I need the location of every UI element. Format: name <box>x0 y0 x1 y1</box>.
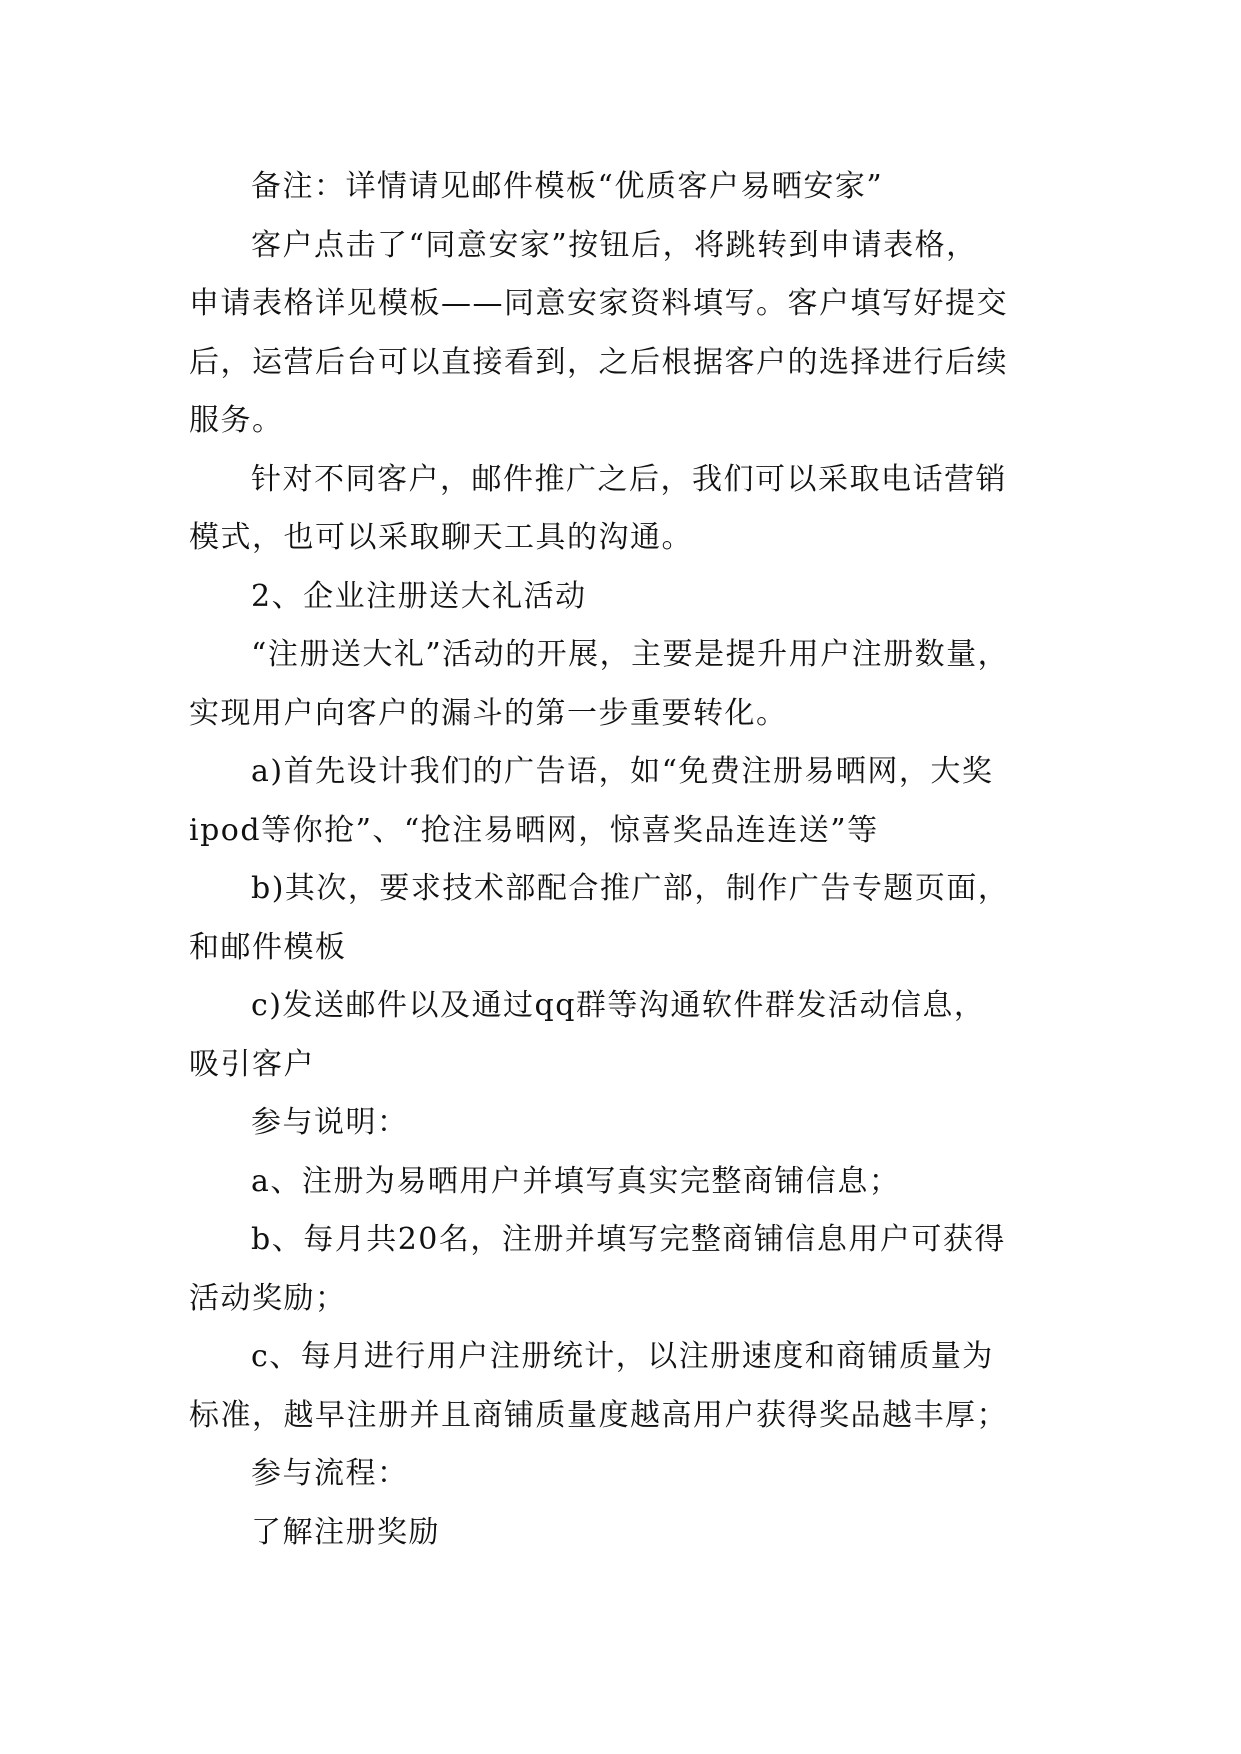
process-step-learn-rewards: 了解注册奖励 <box>251 1514 440 1550</box>
list-item-b-tech-dept: b)其次，要求技术部配合推广部，制作广告专题页面， 和邮件模板 <box>189 871 1010 965</box>
heading-participation-process: 参与流程： <box>251 1456 409 1491</box>
heading-participation-notes: 参与说明： <box>251 1105 409 1140</box>
paragraph-registration-gift-purpose: “注册送大礼”活动的开展，主要是提升用户注册数量， 实现用户向客户的漏斗的第一步重要转化。 <box>189 637 1010 731</box>
rule-item-c: c、每月进行用户注册统计，以注册速度和商铺质量为 标准，越早注册并且商铺质量度越高用户获得奖品越丰厚； <box>189 1339 1008 1433</box>
document-body <box>189 158 1069 1562</box>
paragraph-agree-button: 客户点击了“同意安家”按钮后，将跳转到申请表格， 申请表格详见模板——同意安家资料填写。客户填写好提交 后，运营后台可以直接看到，之后根据客户的选择进行后续 服务。 <box>189 227 1008 438</box>
list-item-c-send-email: c)发送邮件以及通过qq群等沟通软件群发活动信息， 吸引客户 <box>189 988 986 1082</box>
rule-item-a: a、注册为易晒用户并填写真实完整商铺信息； <box>251 1163 901 1199</box>
section-heading-registration-gift: 2、企业注册送大礼活动 <box>251 578 587 614</box>
paragraph-phone-marketing: 针对不同客户，邮件推广之后，我们可以采取电话营销 模式，也可以采取聊天工具的沟通。 <box>189 461 1007 555</box>
paragraph-note: 备注：详情请见邮件模板“优质客户易晒安家” <box>251 169 884 204</box>
rule-item-b: b、每月共20名，注册并填写完整商铺信息用户可获得 活动奖励； <box>189 1222 1006 1316</box>
list-item-a-slogan: a)首先设计我们的广告语，如“免费注册易晒网，大奖 ipod等你抢”、“抢注易晒网，惊喜奖品连连送”等 <box>189 754 994 848</box>
